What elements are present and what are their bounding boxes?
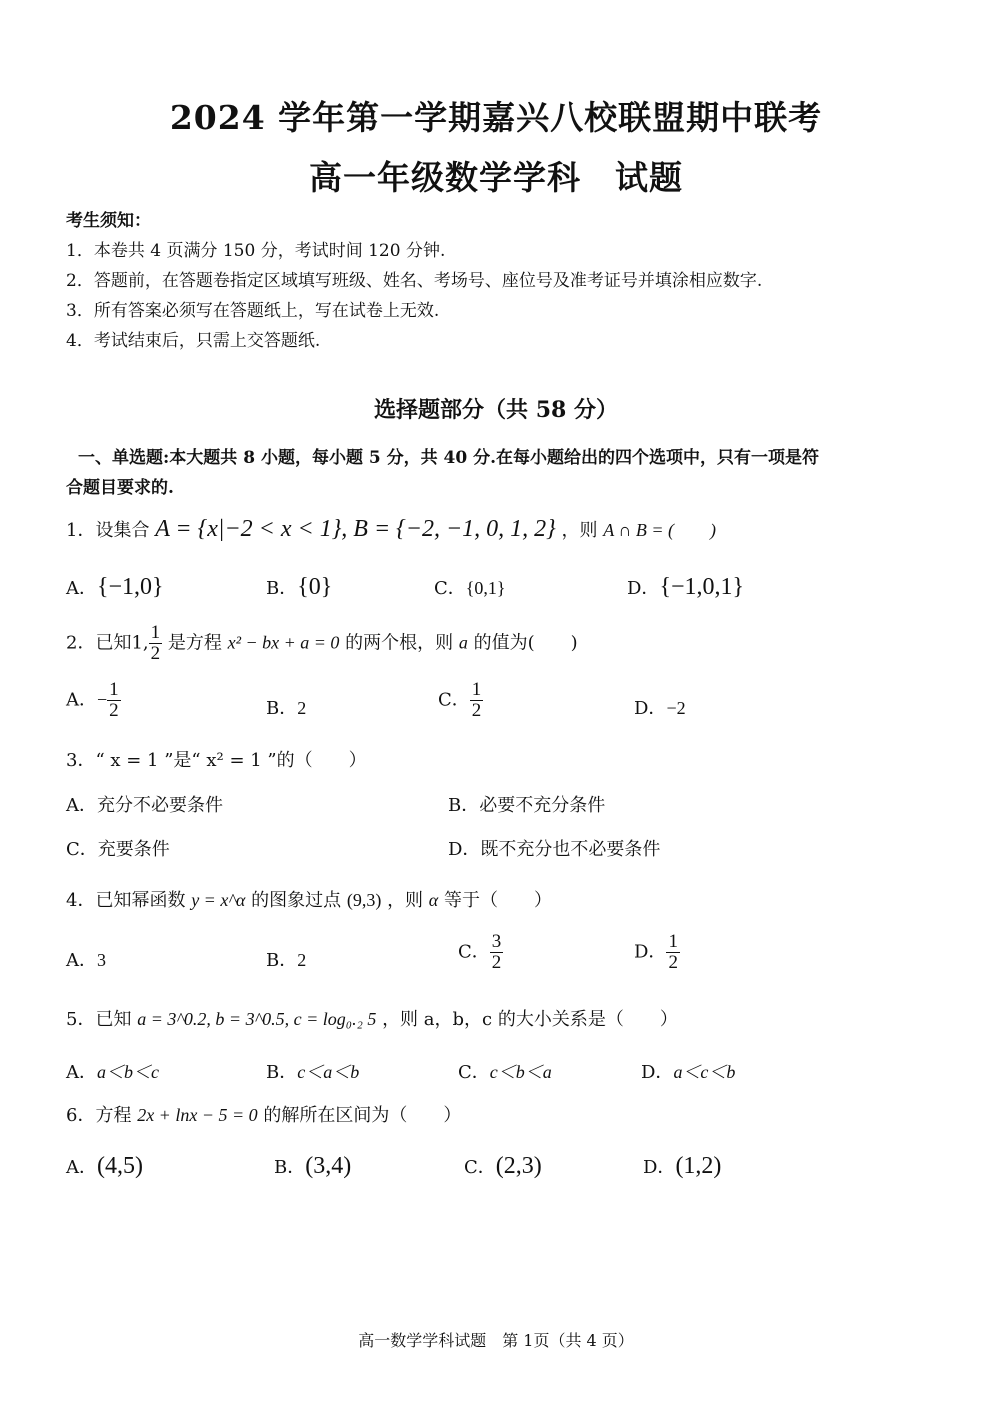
option-value: {−1,0}: [97, 574, 164, 600]
section-instruction-cont: 合题目要求的.: [66, 478, 174, 498]
option-label: B．: [274, 1157, 306, 1178]
question-5: [66, 1005, 678, 1031]
fraction-denominator: 2: [668, 951, 678, 973]
fraction-numerator: 1: [471, 679, 482, 700]
option-label: D．: [643, 1157, 676, 1178]
question-6: [66, 1101, 461, 1127]
fraction-numerator: 1: [150, 622, 161, 643]
option-value: c＜b＜a: [489, 1062, 552, 1082]
q6-tail: 的解所在区间为（ ）: [263, 1105, 462, 1126]
q6-option-b: [274, 1153, 351, 1180]
question-1: [66, 516, 716, 543]
option-label: D．: [634, 698, 667, 719]
option-label: A．: [66, 950, 97, 971]
q5-expression: a = 3^0.2, b = 3^0.5, c = log₀.₂ 5: [137, 1009, 377, 1029]
option-value: (4,5): [97, 1153, 143, 1179]
q2-option-c: [438, 680, 483, 721]
q3-option-b: B．必要不充分条件: [448, 795, 606, 816]
q2-equation: x² − bx + a = 0: [227, 632, 340, 653]
option-label: A．: [66, 578, 97, 599]
q4-expression: y = x^α: [191, 890, 246, 910]
q6-prefix: 6．方程: [66, 1105, 132, 1126]
q2-option-d: [634, 694, 686, 720]
q6-option-c: [464, 1153, 542, 1180]
q1-prefix: 1．设集合: [66, 520, 150, 541]
option-label: A．: [66, 1157, 97, 1178]
option-value: {−1,0,1}: [659, 574, 745, 600]
exam-title: 2024 学年第一学期嘉兴八校联盟期中联考: [169, 98, 823, 137]
q5-option-b: [266, 1058, 359, 1084]
option-value: (1,2): [675, 1153, 722, 1179]
q4-point: (9,3): [346, 890, 382, 910]
option-label: D．: [634, 941, 667, 963]
section-instruction: 一、单选题:本大题共 8 小题，每小题 5 分，共 40 分.在每小题给出的四个选项中，只有一项是符: [78, 448, 820, 468]
option-label: C．: [438, 689, 470, 711]
q4-option-d: [634, 932, 680, 973]
q2-option-b: [266, 694, 306, 720]
fraction-numerator: 1: [109, 679, 119, 700]
q1-tail: A ∩ B = ( ): [603, 520, 717, 540]
option-label: D．: [641, 1062, 674, 1083]
option-value: {0}: [297, 574, 333, 600]
option-label: C．: [464, 1157, 496, 1178]
q1-option-c: [434, 574, 506, 600]
q4-prefix: 4．已知幂函数: [66, 890, 186, 911]
option-label: C．: [434, 578, 466, 599]
q2-mid: 是方程: [167, 632, 222, 654]
option-label: A．: [66, 689, 97, 711]
q3-option-a: A．充分不必要条件: [66, 795, 223, 816]
q2-fraction: [149, 623, 163, 664]
q4-mid: 的图象过点: [251, 890, 342, 911]
q4-tail1: ，则: [387, 890, 424, 911]
option-fraction: [470, 680, 484, 721]
option-label: B．: [266, 950, 298, 971]
question-3: 3．“ x = 1 ”是“ x² = 1 ”的（ ）: [66, 750, 367, 771]
q4-variable: α: [428, 890, 439, 910]
q2-variable: a: [458, 632, 468, 653]
option-value: 2: [297, 950, 307, 970]
notice-item: 2．答题前，在答题卷指定区域填写班级、姓名、考场号、座位号及准考证号并填涂相应数字.: [66, 271, 763, 291]
notice-item: 4．考试结束后，只需上交答题纸.: [66, 331, 321, 351]
option-label: D．: [627, 578, 660, 599]
q6-option-a: [66, 1153, 143, 1180]
option-value: c＜a＜b: [297, 1062, 360, 1082]
question-2: [66, 623, 578, 664]
option-value: 2: [297, 698, 307, 718]
q2-tail1: 的两个根，则: [345, 632, 454, 654]
q5-tail: ，则 a，b，c 的大小关系是（ ）: [382, 1009, 678, 1030]
q1-mid: ，则: [561, 520, 598, 541]
q5-prefix: 5．已知: [66, 1009, 132, 1030]
page-footer: 高一数学学科试题 第 1页（共 4 页）: [358, 1331, 634, 1350]
option-sign: −: [97, 689, 108, 710]
q6-option-d: [643, 1153, 721, 1180]
option-fraction: [490, 932, 504, 973]
option-value: 3: [97, 950, 106, 970]
option-label: B．: [266, 698, 298, 719]
q4-option-b: [266, 946, 306, 972]
exam-subtitle: 高一年级数学学科 试题: [309, 158, 683, 197]
option-value: {0,1}: [465, 578, 506, 598]
fraction-denominator: 2: [150, 642, 161, 664]
question-4: [66, 886, 552, 912]
q5-option-a: [66, 1058, 159, 1084]
option-value: −2: [666, 698, 686, 718]
option-fraction: [666, 932, 680, 973]
q1-option-d: [627, 574, 744, 601]
notice-heading: 考生须知：: [66, 211, 151, 231]
q3-option-d: D．既不充分也不必要条件: [448, 839, 661, 860]
q6-expression: 2x + lnx − 5 = 0: [137, 1105, 258, 1125]
option-label: B．: [266, 578, 298, 599]
q3-option-c: C．充要条件: [66, 839, 170, 860]
q1-option-a: [66, 574, 164, 601]
fraction-numerator: 1: [668, 931, 678, 952]
fraction-numerator: 3: [491, 931, 502, 952]
notice-item: 1．本卷共 4 页满分 150 分，考试时间 120 分钟.: [66, 241, 446, 261]
q2-prefix: 2．已知1,: [66, 632, 149, 654]
q4-tail2: 等于（ ）: [443, 890, 552, 911]
option-fraction: [107, 680, 121, 721]
option-value: (3,4): [305, 1153, 352, 1179]
notice-item: 3．所有答案必须写在答题纸上，写在试卷上无效.: [66, 301, 440, 321]
q5-option-d: [641, 1058, 735, 1084]
q4-option-c: [458, 932, 503, 973]
fraction-denominator: 2: [491, 951, 502, 973]
option-label: C．: [458, 1062, 490, 1083]
q5-option-c: [458, 1058, 552, 1084]
option-label: C．: [458, 941, 490, 963]
q2-option-a: [66, 680, 121, 721]
option-value: a＜c＜b: [673, 1062, 736, 1082]
q4-option-a: [66, 946, 106, 972]
option-label: B．: [266, 1062, 298, 1083]
q2-tail2: 的值为( ): [473, 632, 578, 654]
option-value: (2,3): [495, 1153, 542, 1179]
q1-option-b: [266, 574, 332, 601]
q1-expression: A = {x|−2 < x < 1}, B = {−2, −1, 0, 1, 2}: [155, 516, 556, 542]
fraction-denominator: 2: [109, 699, 119, 721]
section-title: 选择题部分（共 58 分）: [374, 397, 618, 423]
option-value: a＜b＜c: [97, 1062, 159, 1082]
option-label: A．: [66, 1062, 97, 1083]
fraction-denominator: 2: [471, 699, 482, 721]
